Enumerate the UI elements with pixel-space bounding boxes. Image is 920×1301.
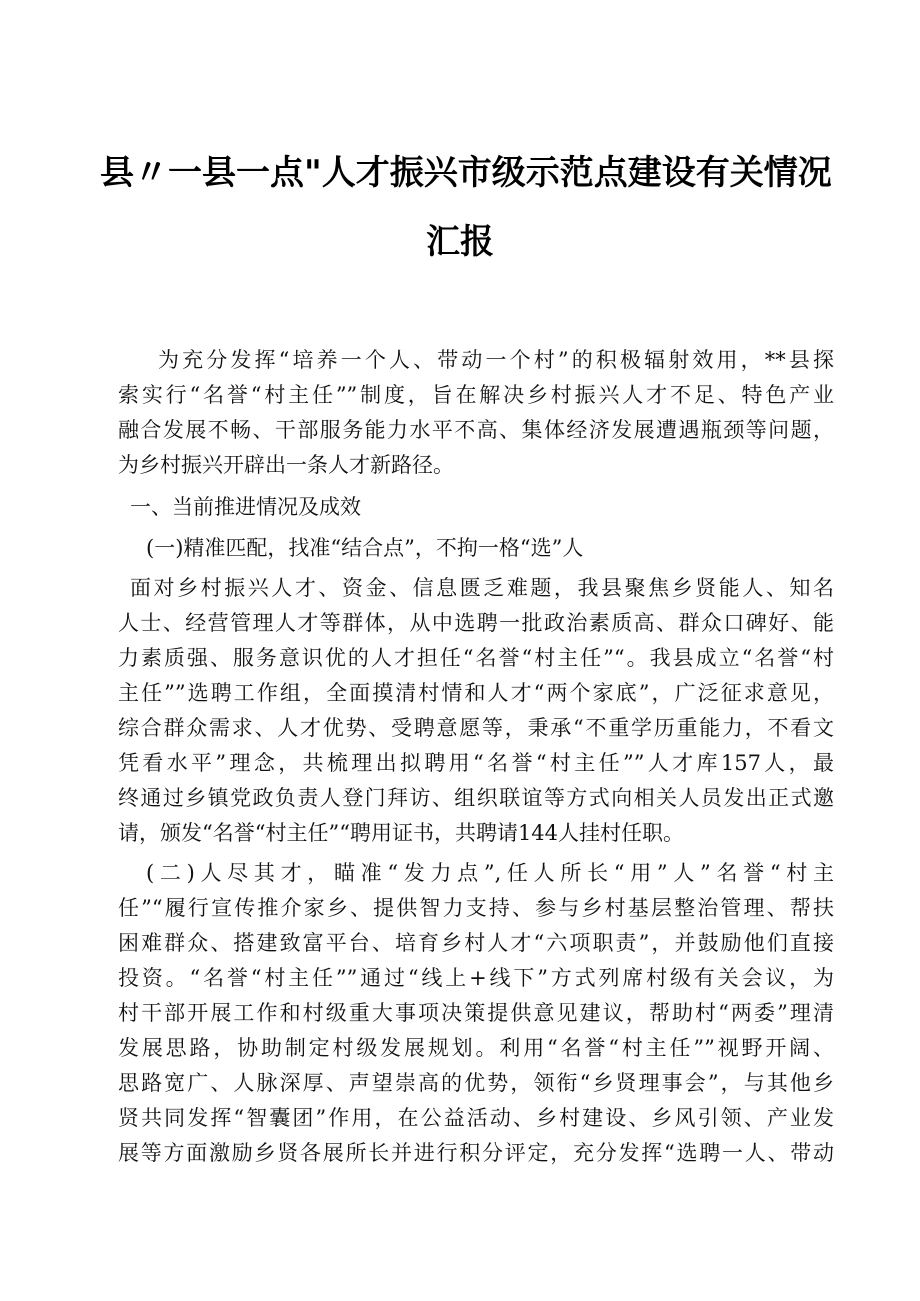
paragraph-line: 主任””选聘工作组，全面摸清村情和人才“两个家底”，广泛征求意见，	[118, 681, 834, 705]
paragraph-line: 终通过乡镇党政负责人登门拜访、组织联谊等方式向相关人员发出正式邀	[118, 786, 834, 810]
paragraph-line: 面对乡村振兴人才、资金、信息匮乏难题，我县聚焦乡贤能人、知名	[130, 576, 834, 600]
subsection-heading: (二)人尽其才，瞄准“发力点”,任人所长“用”人”名誉“村主	[146, 861, 834, 885]
paragraph-line: 融合发展不畅、干部服务能力水平不高、集体经济发展遭遇瓶颈等问题，	[118, 418, 834, 442]
subsection-heading: (一)精准匹配，找准“结合点”，不拘一格“选”人	[146, 536, 584, 560]
section-heading: 一、当前推进情况及成效	[130, 495, 361, 519]
paragraph-line: 任”“履行宣传推介家乡、提供智力支持、参与乡村基层整治管理、帮扶	[118, 896, 834, 920]
paragraph-line: 为乡村振兴开辟出一条人才新路径。	[118, 453, 454, 477]
paragraph-line: 投资。“名誉“村主任””通过“线上+线下”方式列席村级有关会议，为	[118, 966, 834, 990]
document-title-continued: 汇报	[426, 222, 494, 262]
paragraph-line: 力素质强、服务意识优的人才担任“名誉“村主任”“。我县成立“名誉“村	[118, 646, 834, 670]
paragraph-line: 困难群众、搭建致富平台、培育乡村人才“六项职责”，并鼓励他们直接	[118, 931, 834, 955]
paragraph-line: 请，颁发“名誉“村主任”“聘用证书，共聘请144人挂村任职。	[118, 821, 685, 845]
paragraph-line: 贤共同发挥“智囊团”作用，在公益活动、乡村建设、乡风引领、产业发	[118, 1106, 834, 1130]
paragraph-line: 为充分发挥“培养一个人、带动一个村”的积极辐射效用，**县探	[158, 348, 834, 372]
paragraph-line: 展等方面激励乡贤各展所长并进行积分评定，充分发挥“选聘一人、带动	[118, 1141, 834, 1165]
paragraph-line: 人士、经营管理人才等群体，从中选聘一批政治素质高、群众口碑好、能	[118, 611, 834, 635]
paragraph-line: 村干部开展工作和村级重大事项决策提供意见建议，帮助村“两委”理清	[118, 1001, 834, 1025]
paragraph-line: 凭看水平”理念，共梳理出拟聘用“名誉“村主任””人才库157人，最	[118, 751, 834, 775]
paragraph-line: 思路宽广、人脉深厚、声望崇高的优势，领衔“乡贤理事会”，与其他乡	[118, 1071, 834, 1095]
paragraph-line: 索实行“名誉“村主任””制度，旨在解决乡村振兴人才不足、特色产业	[118, 383, 834, 407]
document-title: 县〃一县一点"人才振兴市级示范点建设有关情况	[100, 153, 832, 193]
paragraph-line: 发展思路，协助制定村级发展规划。利用“名誉“村主任””视野开阔、	[118, 1036, 834, 1060]
paragraph-line: 综合群众需求、人才优势、受聘意愿等，秉承“不重学历重能力，不看文	[118, 716, 834, 740]
